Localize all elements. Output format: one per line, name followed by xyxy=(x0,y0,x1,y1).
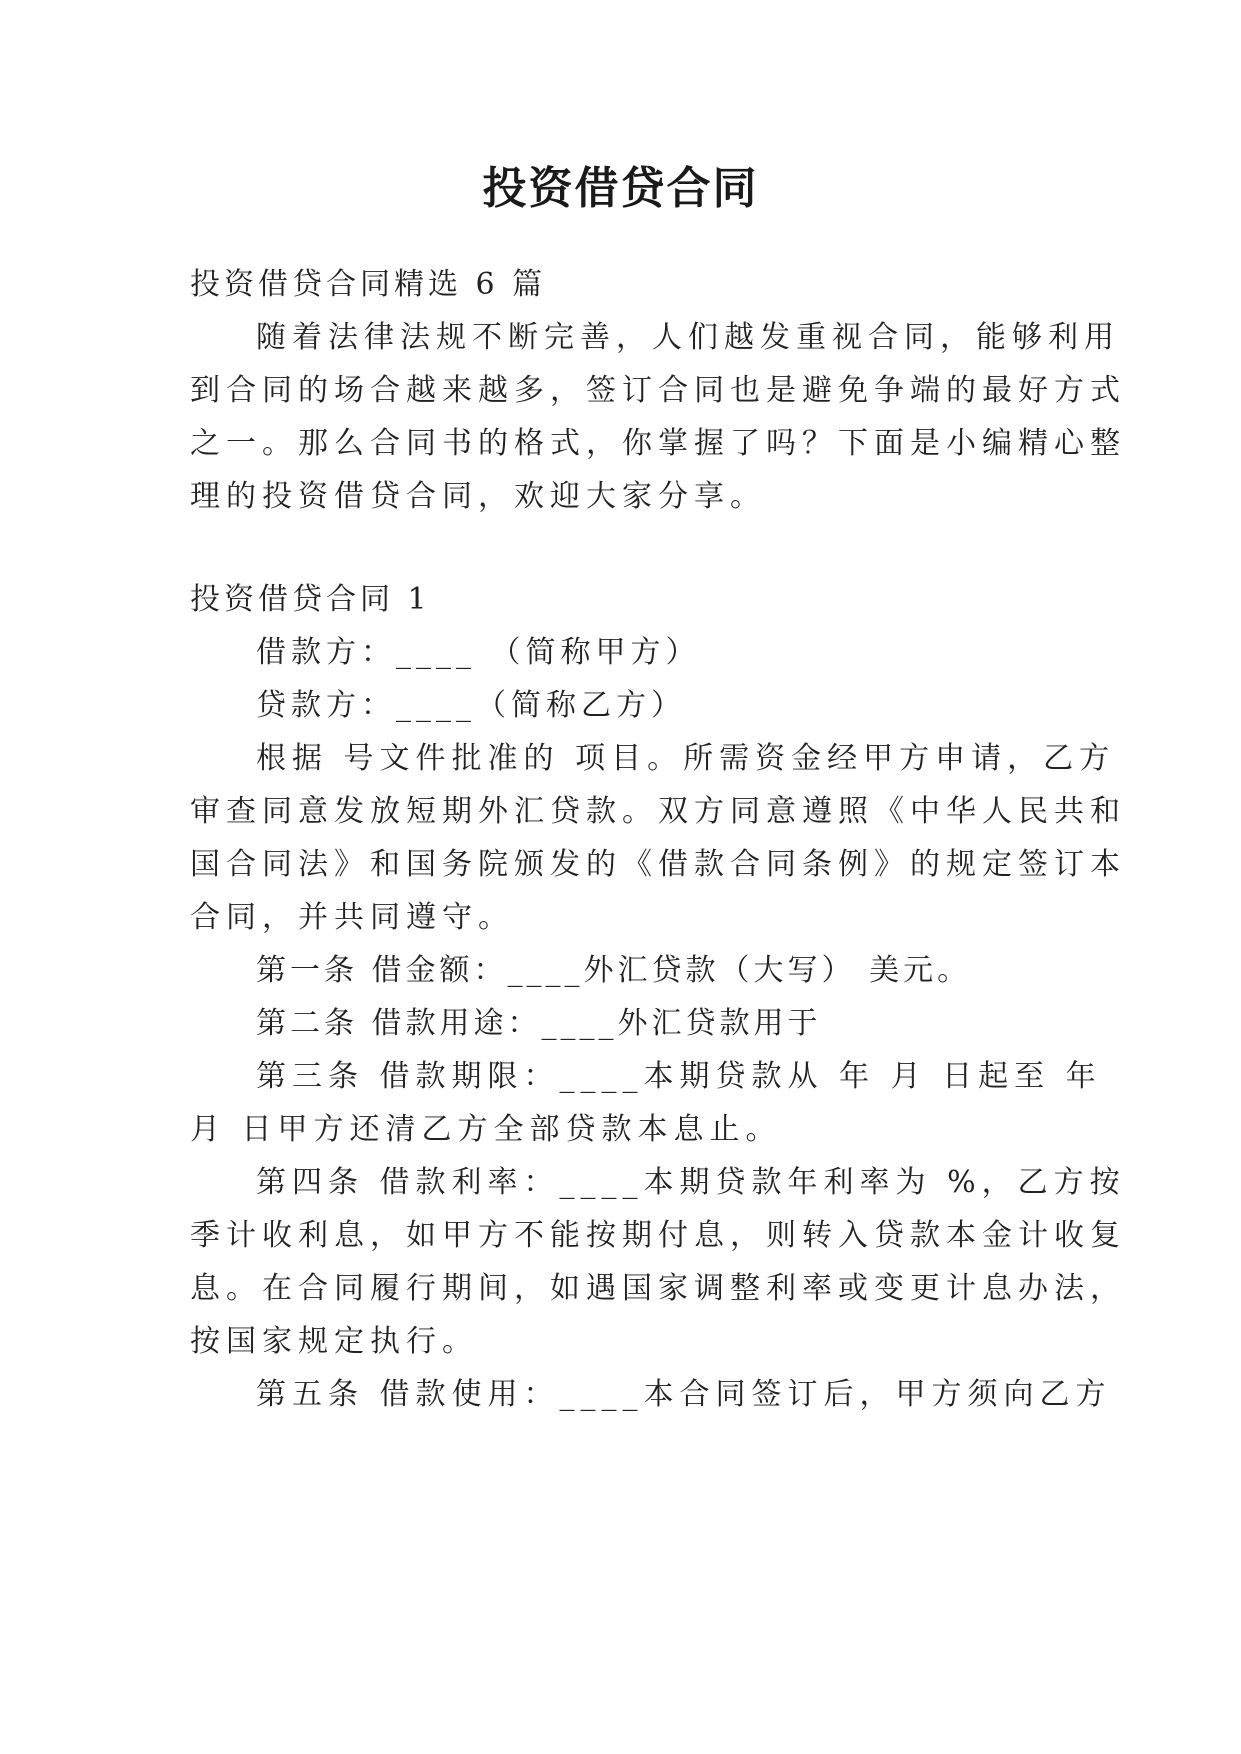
intro-paragraph-line: 理的投资借贷合同，欢迎大家分享。 xyxy=(190,479,766,514)
contract-paragraph-line: 根据 号文件批准的 项目。所需资金经甲方申请，乙方 xyxy=(256,741,1116,776)
lender-line: 贷款方：____（简称乙方） xyxy=(256,688,686,723)
article-4-line: 按国家规定执行。 xyxy=(190,1324,478,1359)
contract-paragraph-line: 审查同意发放短期外汇贷款。双方同意遵照《中华人民共和 xyxy=(190,794,1126,829)
contract-paragraph-line: 合同，并共同遵守。 xyxy=(190,900,514,935)
intro-paragraph-line: 到合同的场合越来越多，签订合同也是避免争端的最好方式 xyxy=(190,373,1126,408)
article-4-line: 第四条 借款利率：____本期贷款年利率为 %，乙方按 xyxy=(256,1165,1126,1200)
article-3-line: 第三条 借款期限：____本期贷款从 年 月 日起至 年 xyxy=(256,1059,1102,1094)
section-heading: 投资借贷合同 1 xyxy=(190,582,431,617)
intro-paragraph-line: 之一。那么合同书的格式，你掌握了吗？下面是小编精心整 xyxy=(190,426,1126,461)
document-title: 投资借贷合同 xyxy=(482,163,759,214)
article-4-line: 息。在合同履行期间，如遇国家调整利率或变更计息办法， xyxy=(190,1271,1126,1306)
article-2-line: 第二条 借款用途：____外汇贷款用于 xyxy=(256,1006,822,1041)
subtitle-line: 投资借贷合同精选 6 篇 xyxy=(190,267,547,302)
article-4-line: 季计收利息，如甲方不能按期付息，则转入贷款本金计收复 xyxy=(190,1218,1126,1253)
article-5-line: 第五条 借款使用：____本合同签订后，甲方须向乙方 xyxy=(256,1377,1112,1412)
intro-paragraph-line: 随着法律法规不断完善，人们越发重视合同，能够利用 xyxy=(256,320,1120,355)
borrower-line: 借款方：____ （简称甲方） xyxy=(256,635,701,670)
article-3-line: 月 日甲方还清乙方全部贷款本息止。 xyxy=(190,1112,782,1147)
article-1-line: 第一条 借金额：____外汇贷款（大写） 美元。 xyxy=(256,953,972,988)
contract-paragraph-line: 国合同法》和国务院颁发的《借款合同条例》的规定签订本 xyxy=(190,847,1126,882)
